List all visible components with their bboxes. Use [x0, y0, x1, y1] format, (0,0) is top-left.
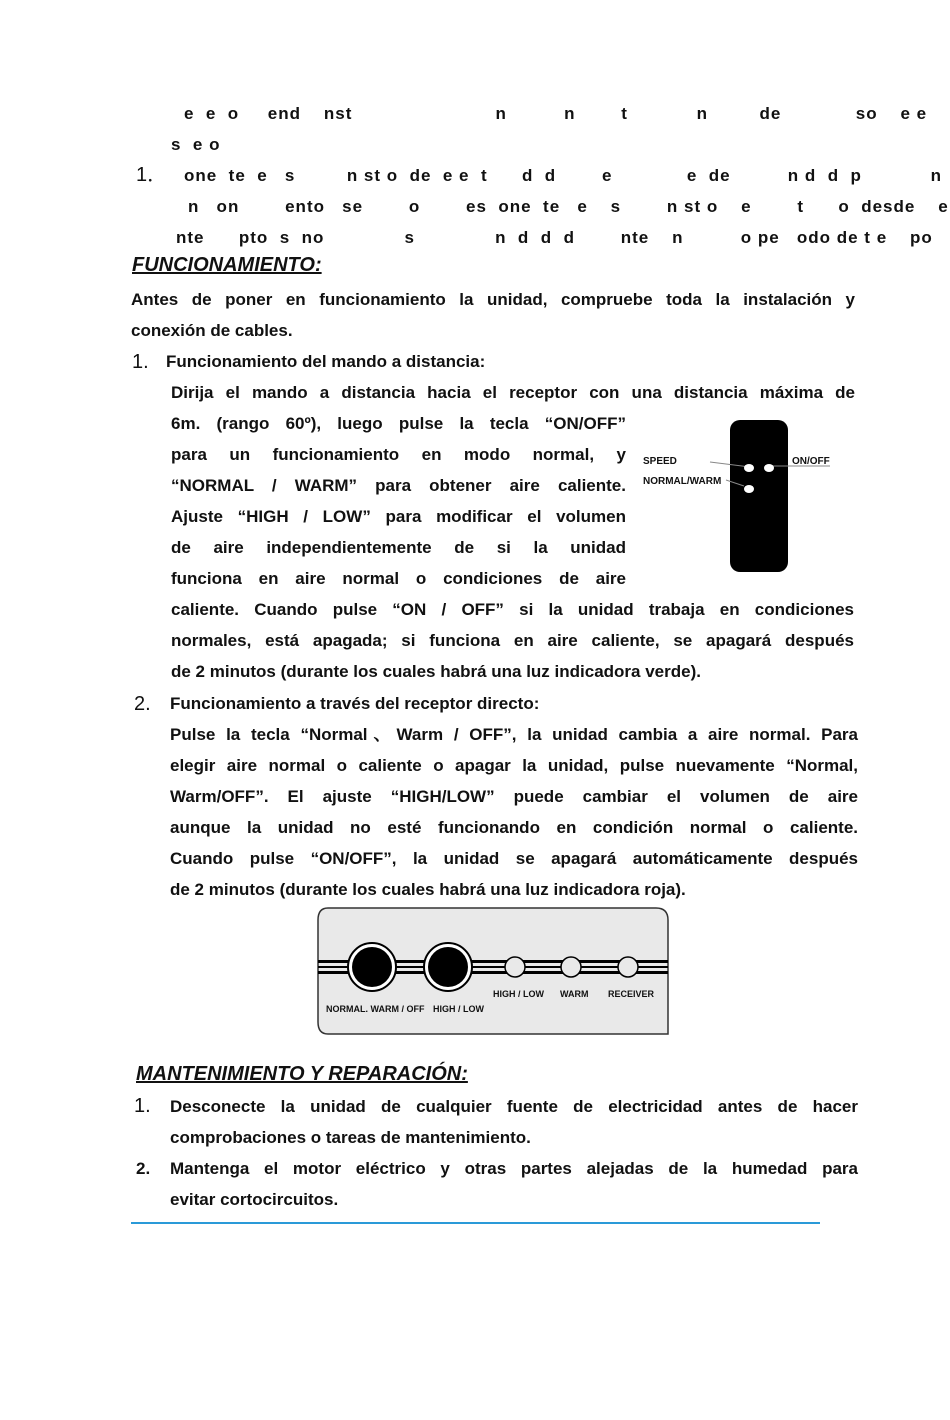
fragment-line-2: s e o	[171, 135, 221, 154]
item1-line-10: de 2 minutos (durante los cuales habrá una luz indicadora verde).	[171, 662, 701, 681]
item2-line-3: Warm/OFF”. El ajuste “HIGH/LOW” puede cambiar el volumen de aire	[170, 787, 858, 806]
fragment-line-4: n on ento se o es one te e s n st o e t o desde e	[188, 197, 949, 216]
item2-line-2: elegir aire normal o caliente o apagar la unidad, pulse nuevamente “Normal,	[170, 756, 858, 775]
onoff-button-dot	[764, 464, 774, 472]
item1-line-6: de aire independientemente de si la unidad	[171, 538, 626, 557]
maint-item1-line-2: comprobaciones o tareas de mantenimiento.	[170, 1128, 531, 1147]
item1-line-1: Dirija el mando a distancia hacia el receptor con una distancia máxima de	[171, 383, 855, 402]
warm-light-label: WARM	[560, 989, 589, 999]
item1-line-5: Ajuste “HIGH / LOW” para modificar el volumen	[171, 507, 626, 526]
warm-light	[561, 957, 581, 977]
item1-title: Funcionamiento del mando a distancia:	[166, 352, 486, 371]
mantenimiento-heading: MANTENIMIENTO Y REPARACIÓN:	[136, 1063, 468, 1085]
high-low-button	[428, 947, 468, 987]
control-panel-figure	[316, 906, 672, 1036]
high-low-button-label: HIGH / LOW	[433, 1004, 484, 1014]
remote-body	[730, 420, 788, 572]
maint-item2-number: 2.	[136, 1159, 151, 1178]
receiver-light-label: RECEIVER	[608, 989, 655, 999]
maint-item1-line-1: Desconecte la unidad de cualquier fuente de electricidad antes de hacer	[170, 1097, 858, 1116]
intro-line-2: conexión de cables.	[131, 321, 293, 340]
fragment-line-3: one te e s n st o de e e t d d e e de n d d p n	[184, 166, 943, 185]
funcionamiento-heading: FUNCIONAMIENTO:	[132, 254, 322, 276]
speed-button-dot	[744, 464, 754, 472]
item1-number: 1.	[132, 351, 149, 373]
fragment-line-5: nte pto s no s n d d d nte n o pe odo de t e po	[176, 228, 933, 247]
item2-number: 2.	[134, 693, 151, 715]
maint-item2-line-2: evitar cortocircuitos.	[170, 1190, 339, 1209]
bottom-rule	[131, 1222, 820, 1224]
item1-line-3: para un funcionamiento en modo normal, y	[171, 445, 626, 464]
maint-item2-line-1: Mantenga el motor eléctrico y otras partes alejadas de la humedad para	[170, 1159, 858, 1178]
normal-warm-off-label: NORMAL. WARM / OFF	[326, 1004, 425, 1014]
item2-line-5: Cuando pulse “ON/OFF”, la unidad se apagará automáticamente después	[170, 849, 858, 868]
fragment-line-1: e e o end nst n n t n de so e e	[184, 104, 928, 123]
normal-warm-off-button	[352, 947, 392, 987]
item1-line-7: funciona en aire normal o condiciones de aire	[171, 569, 626, 588]
item2-line-4: aunque la unidad no esté funcionando en condición normal o caliente.	[170, 818, 858, 837]
item2-line-6: de 2 minutos (durante los cuales habrá una luz indicadora roja).	[170, 880, 686, 899]
item2-line-1: Pulse la tecla “Normal、Warm / OFF”, la unidad cambia a aire normal. Para	[170, 725, 858, 744]
normal-warm-label: NORMAL/WARM	[643, 476, 722, 487]
item1-line-9: normales, está apagada; si funciona en aire caliente, se apagará después	[171, 631, 854, 650]
onoff-label: ON/OFF	[792, 456, 830, 467]
normal-warm-button-dot	[744, 485, 754, 493]
intro-line-1: Antes de poner en funcionamiento la unidad, compruebe toda la instalación y	[131, 290, 855, 309]
item1-line-8: caliente. Cuando pulse “ON / OFF” si la unidad trabaja en condiciones	[171, 600, 854, 619]
item1-line-2: 6m. (rango 60º), luego pulse la tecla “ON/OFF”	[171, 414, 626, 433]
speed-label: SPEED	[643, 456, 677, 467]
high-low-light-label: HIGH / LOW	[493, 989, 544, 999]
high-low-light	[505, 957, 525, 977]
remote-control-figure	[640, 418, 840, 576]
maint-item1-number: 1.	[134, 1095, 151, 1117]
item1-line-4: “NORMAL / WARM” para obtener aire caliente.	[171, 476, 626, 495]
fragment-item-number: 1．	[136, 164, 168, 186]
receiver-light	[618, 957, 638, 977]
item2-title: Funcionamiento a través del receptor directo:	[170, 694, 540, 713]
